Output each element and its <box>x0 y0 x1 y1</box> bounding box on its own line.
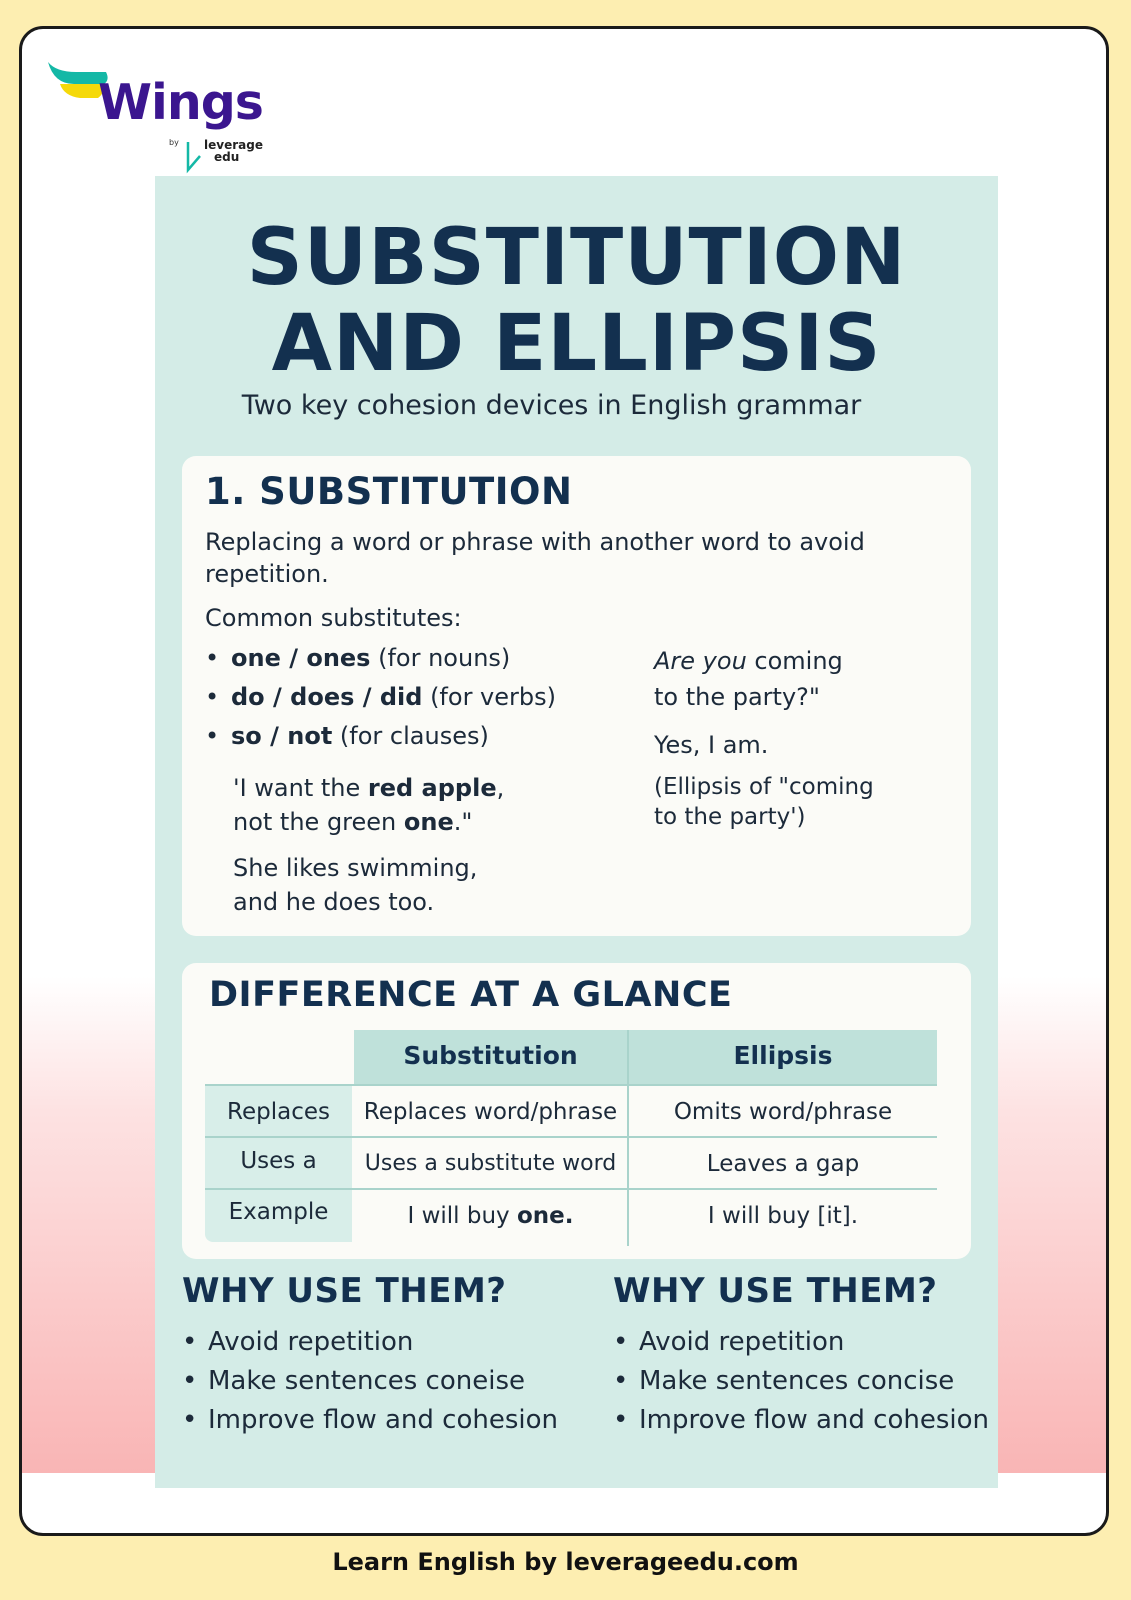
definition-line-2: repetition. <box>205 560 329 588</box>
definition-line-1: Replacing a word or phrase with another word to avoid <box>205 528 865 556</box>
logo-sub-line2: edu <box>214 150 240 164</box>
cell-uses-ellipsis: Leaves a gap <box>706 1151 860 1177</box>
ellipsis-question-line-1: Are you coming <box>654 647 843 675</box>
list-item: • Make sentences coneise <box>182 1364 582 1403</box>
why-list-left <box>182 1325 582 1442</box>
common-substitutes-label: Common substitutes: <box>205 604 462 632</box>
list-item: • Avoid repetition <box>613 1325 1013 1364</box>
row-label-uses: Uses a <box>205 1138 352 1188</box>
cell-example-substitution: I will buy one. <box>407 1203 574 1229</box>
difference-heading: DIFFERENCE AT A GLANCE <box>209 975 733 1015</box>
why-use-right <box>613 1271 1013 1442</box>
table-divider <box>205 1188 937 1190</box>
substitution-card <box>182 456 971 936</box>
logo-by-text: by <box>169 138 179 147</box>
cell-replaces-ellipsis: Omits word/phrase <box>673 1099 893 1125</box>
why-use-left <box>182 1271 582 1442</box>
why-heading-left: WHY USE THEM? <box>182 1271 507 1311</box>
column-header-substitution: Substitution <box>354 1030 627 1084</box>
substitution-heading: 1. SUBSTITUTION <box>205 470 573 513</box>
why-heading-right: WHY USE THEM? <box>613 1271 938 1311</box>
row-label-replaces: Replaces <box>205 1086 352 1138</box>
leverage-mark-icon <box>185 142 203 174</box>
list-item: • Make sentences concise <box>613 1364 1013 1403</box>
substitutes-list <box>205 642 556 759</box>
list-item: • Improve flow and cohesion <box>182 1403 582 1442</box>
logo-wordmark: Wings <box>98 74 263 131</box>
title-line-2: AND ELLIPSIS <box>271 299 882 389</box>
list-item: • Improve flow and cohesion <box>613 1403 1013 1442</box>
difference-table <box>205 1030 945 1246</box>
ellipsis-note-line-2: to the party') <box>654 804 806 830</box>
ellipsis-answer: Yes, I am. <box>654 731 769 759</box>
example-2-line-2: and he does too. <box>233 888 435 916</box>
table-divider <box>205 1136 937 1138</box>
example-1-line-1: 'I want the red apple, <box>233 774 505 802</box>
row-label-example: Example <box>205 1190 352 1242</box>
why-list-right <box>613 1325 1013 1442</box>
ellipsis-question-line-2: to the party?" <box>654 683 820 711</box>
cell-example-ellipsis: I will buy [it]. <box>707 1203 859 1229</box>
cell-replaces-substitution: Replaces word/phrase <box>363 1099 618 1125</box>
table-divider <box>205 1084 937 1086</box>
cell-uses-substitution: Uses a substitute word <box>364 1151 617 1176</box>
wings-logo <box>46 54 286 179</box>
list-item: • Avoid repetition <box>182 1325 582 1364</box>
subtitle: Two key cohesion devices in English grammar <box>241 390 862 421</box>
list-item: • so / not (for clauses) <box>205 720 556 759</box>
example-1-line-2: not the green one." <box>233 808 473 836</box>
table-divider <box>627 1030 629 1246</box>
list-item: • one / ones (for nouns) <box>205 642 556 681</box>
difference-card <box>182 963 971 1259</box>
title-line-1: SUBSTITUTION <box>246 213 907 303</box>
example-2-line-1: She likes swimming, <box>233 854 478 882</box>
list-item: • do / does / did (for verbs) <box>205 681 556 720</box>
ellipsis-note-line-1: (Ellipsis of "coming <box>654 774 874 800</box>
footer-credit: Learn English by leverageedu.com <box>332 1548 799 1576</box>
content-panel <box>155 176 998 1488</box>
column-header-ellipsis: Ellipsis <box>629 1030 937 1084</box>
logo-sub-line1: leverage <box>204 138 263 152</box>
